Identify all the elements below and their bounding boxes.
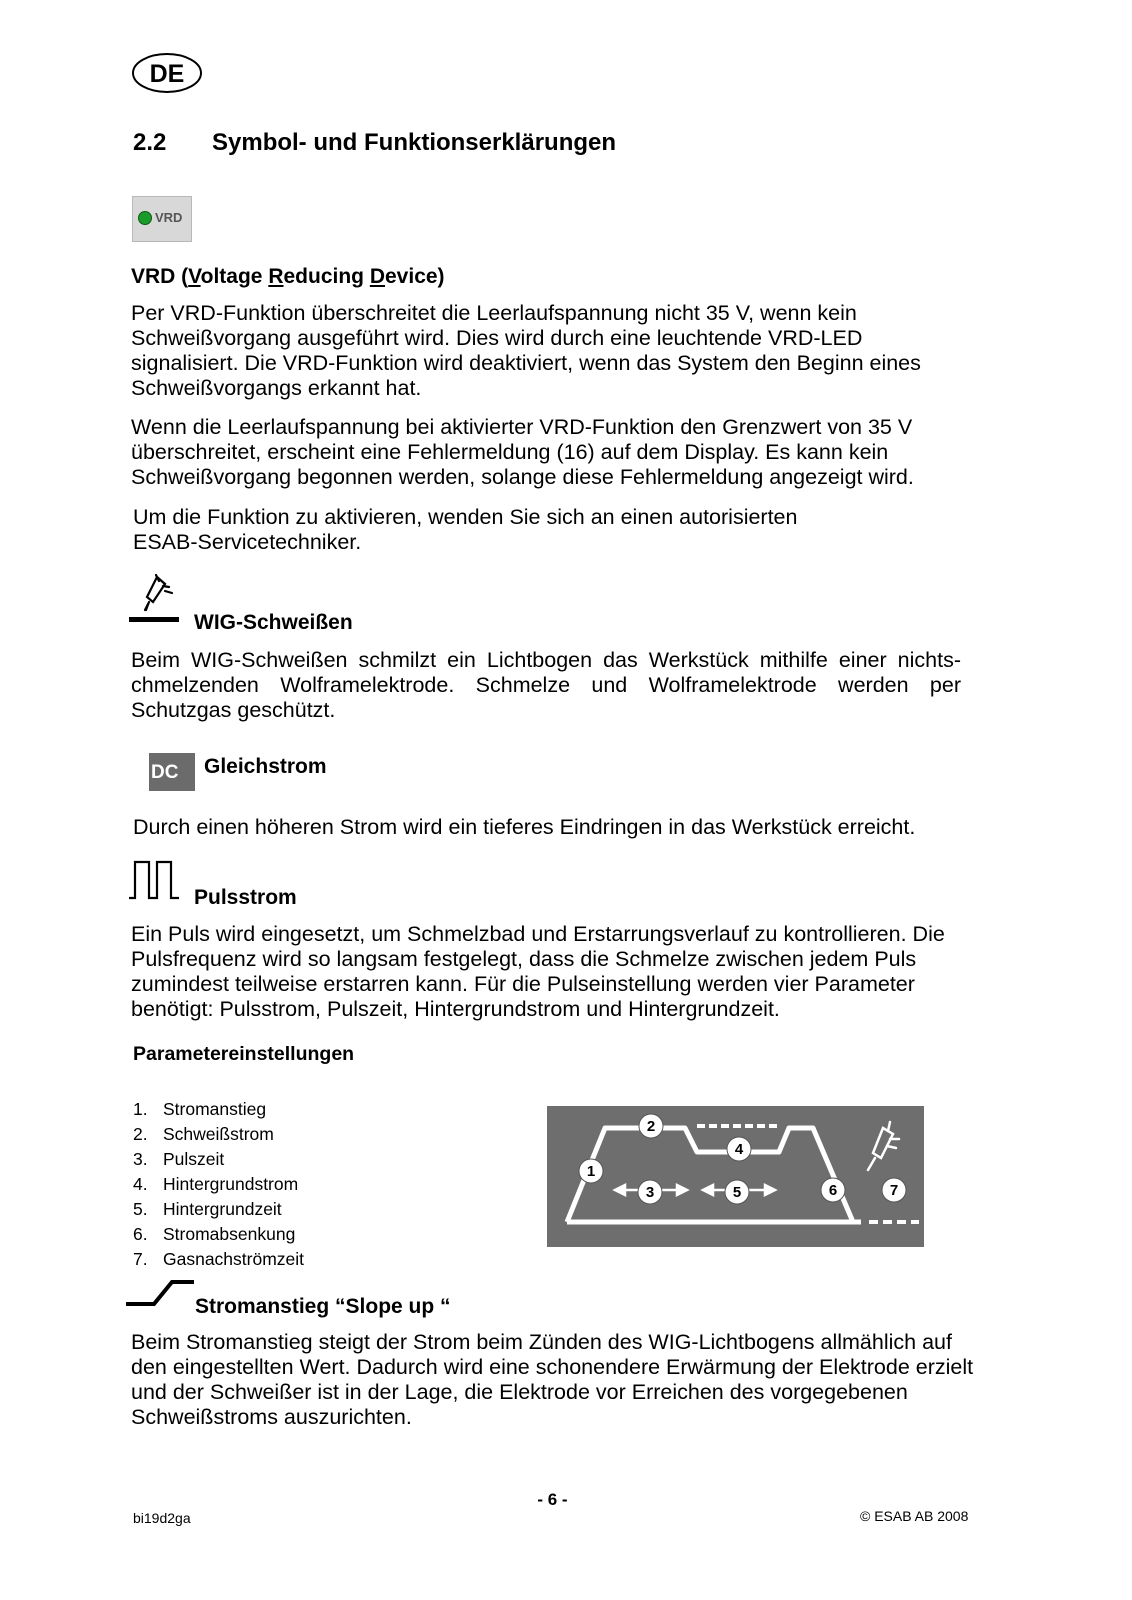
- vrd-led-icon: [138, 211, 152, 225]
- section-number: 2.2: [133, 129, 167, 156]
- list-item: 3. Pulszeit: [133, 1149, 225, 1169]
- section-title: Symbol- und Funktionserklärungen: [212, 129, 617, 156]
- list-item: 7. Gasnachströmzeit: [133, 1249, 305, 1269]
- pulse-heading: Pulsstrom: [194, 886, 297, 909]
- params-heading: Parametereinstellungen: [133, 1043, 355, 1065]
- pulse-current-icon: [127, 858, 183, 900]
- dc-icon-label: DC: [151, 762, 179, 783]
- svg-text:1: 1: [586, 1163, 596, 1180]
- pulse-paragraph: Ein Puls wird eingesetzt, um Schmelzbad und Erstarrungsverlauf zu kontrollieren. Die Pulsfrequenz wird so langsam festgelegt, dass die Schmelze zwischen jedem Puls zumindest teilweise erstarren kann. Für die Pulseinstellung werden vier Parameter benötigt: Pulsstrom, Pulszeit, Hintergrundstrom und Hintergrundzeit.: [131, 922, 945, 1021]
- tig-torch-icon: [126, 572, 188, 628]
- language-badge: [131, 52, 203, 94]
- document-code: bi19d2ga: [133, 1510, 191, 1526]
- svg-text:2: 2: [646, 1118, 656, 1135]
- params-list: [133, 1097, 304, 1272]
- section-heading: [133, 129, 617, 157]
- wig-heading: WIG-Schweißen: [194, 611, 353, 634]
- list-item: 4. Hintergrundstrom: [133, 1174, 299, 1194]
- wig-paragraph: Beim WIG-Schweißen schmilzt ein Lichtbogen das Werkstück mithilfe einer nichts-chmelzenden Wolframelektrode. Schmelze und Wolframelektrode werden per Schutzgas geschützt.: [131, 648, 961, 722]
- svg-text:5: 5: [732, 1184, 742, 1201]
- svg-text:6: 6: [828, 1182, 838, 1199]
- list-item: 6. Stromabsenkung: [133, 1224, 296, 1244]
- vrd-paragraph-1: Per VRD-Funktion überschreitet die Leerlaufspannung nicht 35 V, wenn kein Schweißvorgang ausgeführt wird. Dies wird durch eine leuchtende VRD-LED signalisiert. Die VRD-Funktion wird deaktiviert, wenn das System den Beginn eines Schweißvorgangs erkannt hat.: [131, 301, 921, 400]
- page-number: - 6 -: [537, 1490, 568, 1509]
- pulse-parameter-diagram: [547, 1106, 924, 1247]
- dc-icon: [149, 753, 195, 791]
- list-item: 1. Stromanstieg: [133, 1099, 267, 1119]
- slope-up-icon: [124, 1278, 196, 1308]
- vrd-icon-label: VRD: [155, 210, 183, 225]
- language-badge-label: DE: [149, 60, 185, 88]
- dc-heading: Gleichstrom: [204, 755, 327, 778]
- vrd-icon: [132, 196, 192, 242]
- svg-text:3: 3: [645, 1184, 655, 1201]
- dc-paragraph: Durch einen höheren Strom wird ein tieferes Eindringen in das Werkstück erreicht.: [133, 815, 916, 839]
- list-item: 2. Schweißstrom: [133, 1124, 274, 1144]
- list-item: 5. Hintergrundzeit: [133, 1199, 282, 1219]
- slope-heading: Stromanstieg “Slope up “: [195, 1295, 451, 1318]
- copyright: © ESAB AB 2008: [860, 1508, 969, 1524]
- slope-paragraph: Beim Stromanstieg steigt der Strom beim Zünden des WIG-Lichtbogens allmählich auf den eingestellten Wert. Dadurch wird eine schonendere Erwärmung der Elektrode erzielt und der Schweißer ist in der Lage, die Elektrode vor Erreichen des vorgegebenen Schweißstroms auszurichten.: [131, 1330, 974, 1429]
- vrd-heading: VRD (Voltage Reducing Device): [131, 265, 445, 288]
- vrd-paragraph-3: Um die Funktion zu aktivieren, wenden Sie sich an einen autorisierten ESAB-Servicetechniker.: [133, 505, 798, 554]
- svg-text:7: 7: [889, 1182, 899, 1199]
- svg-text:4: 4: [734, 1141, 744, 1158]
- vrd-paragraph-2: Wenn die Leerlaufspannung bei aktivierter VRD-Funktion den Grenzwert von 35 V überschreitet, erscheint eine Fehlermeldung (16) auf dem Display. Es kann kein Schweißvorgang begonnen werden, solange diese Fehlermeldung angezeigt wird.: [131, 415, 914, 489]
